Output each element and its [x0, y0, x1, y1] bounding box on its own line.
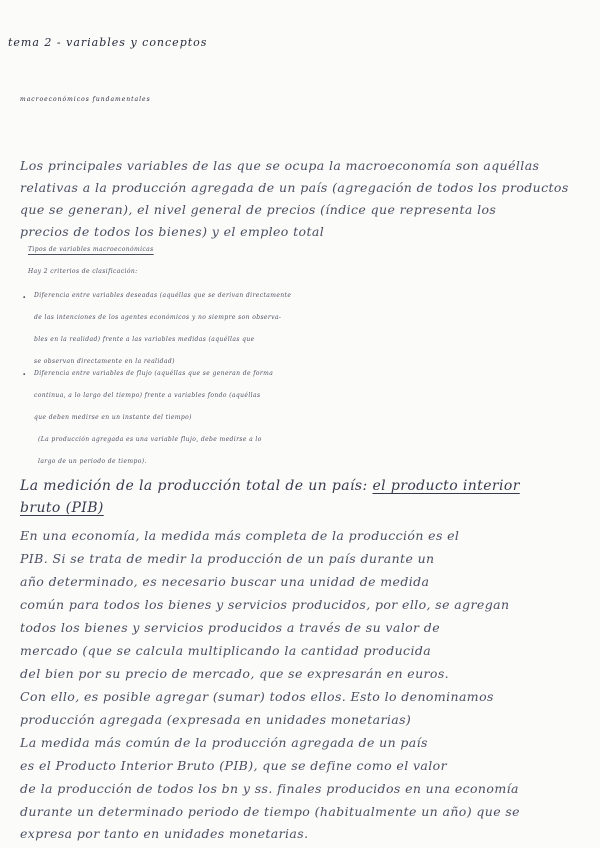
types-heading: Tipos de variables macroeconómicas: [28, 246, 154, 253]
section-heading-part1: La medición de la producción total de un país:: [20, 478, 373, 494]
bullet-marker: ·: [22, 367, 27, 383]
paragraph2-line: mercado (que se calcula multiplicando la cantidad producida: [20, 643, 432, 658]
paragraph2-line: Con ello, es posible agregar (sumar) todos ellos. Esto lo denominamos: [20, 689, 494, 704]
paragraph3-line: es el Producto Interior Bruto (PIB), que se define como el valor: [20, 758, 447, 773]
section-heading-part3: bruto (PIB): [20, 500, 104, 516]
criteria-intro: Hay 2 criterios de clasificación:: [28, 268, 138, 275]
page-title-line2: macroeconómicos fundamentales: [20, 96, 151, 103]
paragraph3-line: de la producción de todos los bn y ss. finales producidos en una economía: [20, 781, 519, 796]
paragraph2-line: año determinado, es necesario buscar una unidad de medida: [20, 574, 430, 589]
bullet-marker: ·: [22, 290, 27, 306]
paragraph1-line: relativas a la producción agregada de un país (agregación de todos los productos: [20, 180, 569, 195]
bullet2-line: Diferencia entre variables de flujo (aquéllas que se generan de forma: [34, 370, 274, 377]
paragraph2-line: En una economía, la medida más completa de la producción es el: [20, 528, 460, 543]
page-title-line1: tema 2 - variables y conceptos: [8, 36, 208, 49]
bullet2-line: continua, a lo largo del tiempo) frente a variables fondo (aquéllas: [34, 392, 261, 399]
bullet2-line: que deben medirse en un instante del tiempo): [34, 414, 192, 421]
section-heading-part2: el producto interior: [372, 478, 520, 494]
paragraph2-line: producción agregada (expresada en unidades monetarias): [20, 712, 412, 727]
paragraph3-line: expresa por tanto en unidades monetarias.: [20, 826, 309, 841]
paragraph1-line: precios de todos los bienes) y el empleo total: [20, 224, 325, 239]
paragraph2-line: del bien por su precio de mercado, que se expresarán en euros.: [20, 666, 450, 681]
paragraph3-line: durante un determinado periodo de tiempo (habitualmente un año) que se: [20, 804, 520, 819]
paragraph3-line: La medida más común de la producción agregada de un país: [20, 735, 428, 750]
bullet1-line: bles en la realidad) frente a las variables medidas (aquéllas que: [34, 336, 255, 343]
section-heading: [20, 478, 585, 494]
bullet2-line: largo de un periodo de tiempo).: [38, 458, 147, 465]
bullet1-line: de las intenciones de los agentes económicos y no siempre son observa-: [34, 314, 282, 321]
paragraph1-line: Los principales variables de las que se ocupa la macroeconomía son aquéllas: [20, 158, 540, 173]
paragraph2-line: PIB. Si se trata de medir la producción de un país durante un: [20, 551, 435, 566]
paragraph2-line: común para todos los bienes y servicios producidos, por ello, se agregan: [20, 597, 510, 612]
paragraph2-line: todos los bienes y servicios producidos a través de su valor de: [20, 620, 440, 635]
bullet1-line: Diferencia entre variables deseadas (aquéllas que se derivan directamente: [34, 292, 292, 299]
paragraph1-line: que se generan), el nivel general de precios (índice que representa los: [20, 202, 497, 217]
bullet1-line: se observan directamente en la realidad): [34, 358, 175, 365]
bullet2-line: (La producción agregada es una variable flujo, debe medirse a lo: [38, 436, 262, 443]
